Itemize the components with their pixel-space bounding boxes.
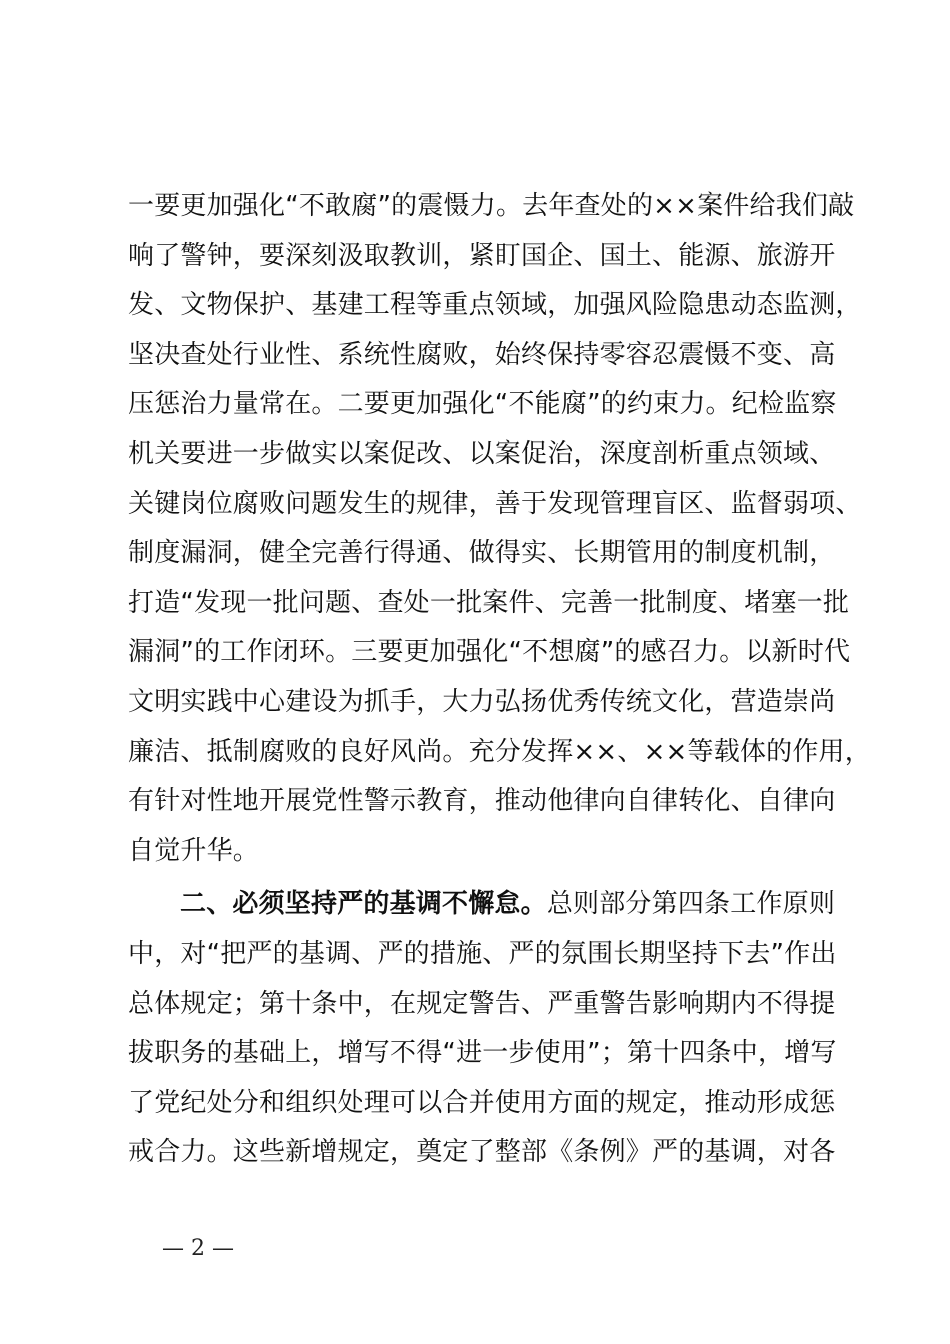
text-line: 压惩治力量常在。二要更加强化“不能腐”的约束力。纪检监察 bbox=[128, 389, 837, 420]
text-line: 响了警钟，要深刻汲取教训，紧盯国企、国土、能源、旅游开 bbox=[128, 240, 836, 271]
text-line: 机关要进一步做实以案促改、以案促治，深度剖析重点领域、 bbox=[128, 438, 836, 469]
text-line: 中，对“把严的基调、严的措施、严的氛围长期坚持下去”作出 bbox=[128, 938, 837, 969]
text-line: 戒合力。这些新增规定，奠定了整部《条例》严的基调，对各 bbox=[128, 1137, 836, 1168]
paragraph-1 bbox=[128, 182, 871, 876]
text-line: 拔职务的基础上，增写不得“进一步使用”；第十四条中，增写 bbox=[128, 1038, 837, 1069]
text-line: 总体规定；第十条中，在规定警告、严重警告影响期内不得提 bbox=[128, 988, 836, 1019]
text-line: 了党纪处分和组织处理可以合并使用方面的规定，推动形成惩 bbox=[128, 1087, 836, 1118]
text-line: 关键岗位腐败问题发生的规律，善于发现管理盲区、监督弱项、 bbox=[128, 488, 862, 519]
document-body bbox=[128, 182, 871, 1178]
text-line: 坚决查处行业性、系统性腐败，始终保持零容忍震慑不变、高 bbox=[128, 339, 836, 370]
text-line: 一要更加强化“不敢腐”的震慑力。去年查处的××案件给我们敲 bbox=[128, 191, 855, 221]
section-heading-rest: 总则部分第四条工作原则 bbox=[546, 889, 836, 920]
page-number: — 2 — bbox=[162, 1236, 234, 1261]
text-line: 文明实践中心建设为抓手，大力弘扬优秀传统文化，营造崇尚 bbox=[128, 686, 836, 717]
text-line: 制度漏洞，健全完善行得通、做得实、长期管用的制度机制， bbox=[128, 538, 836, 569]
text-line: 廉洁、抵制腐败的良好风尚。充分发挥××、××等载体的作用， bbox=[128, 736, 871, 767]
section-heading: 二、必须坚持严的基调不懈怠。 bbox=[180, 889, 547, 920]
text-line: 有针对性地开展党性警示教育，推动他律向自律转化、自律向 bbox=[128, 786, 836, 817]
text-line: 打造“发现一批问题、查处一批案件、完善一批制度、堵塞一批 bbox=[128, 587, 850, 618]
text-line: 发、文物保护、基建工程等重点领域，加强风险隐患动态监测， bbox=[128, 290, 862, 321]
text-line: 漏洞”的工作闭环。三要更加强化“不想腐”的感召力。以新时代 bbox=[128, 637, 851, 668]
paragraph-2 bbox=[128, 880, 868, 1178]
text-line bbox=[128, 880, 868, 930]
text-line: 自觉升华。 bbox=[128, 835, 260, 866]
